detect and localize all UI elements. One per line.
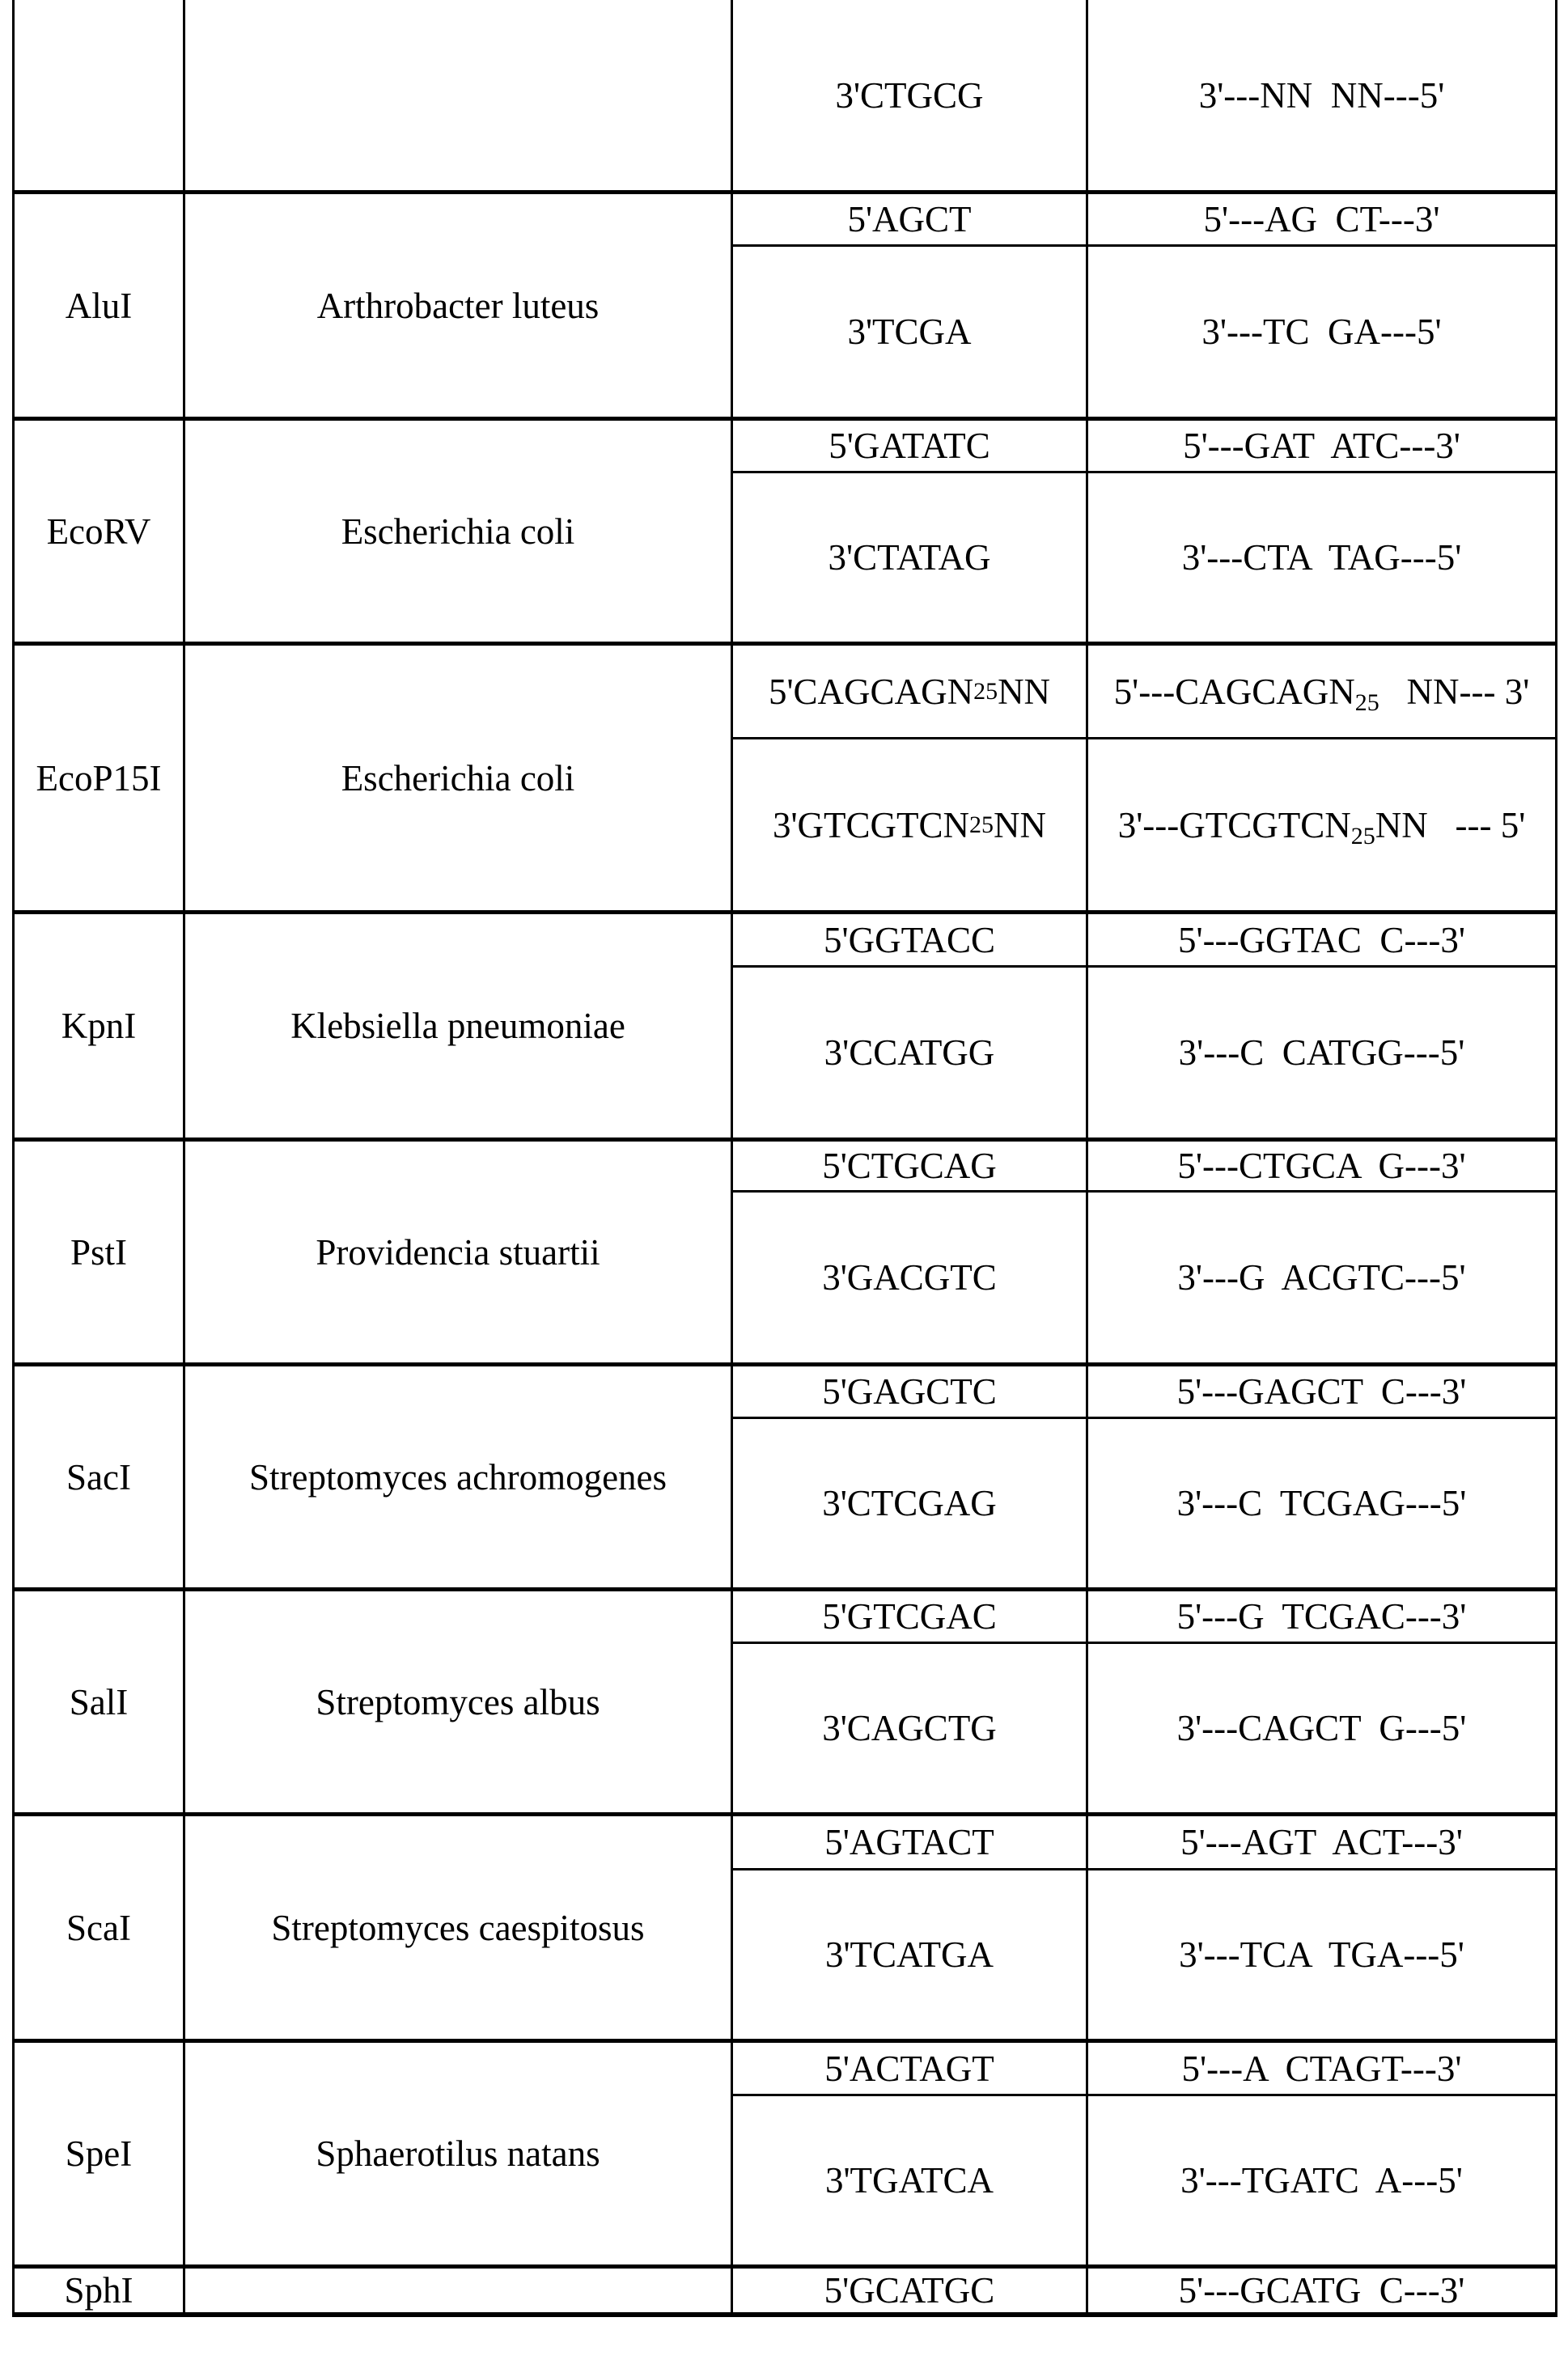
cut-site-text [1182, 2047, 1462, 2091]
site-subrow [733, 1190, 1555, 1362]
recognition-sequence-cell [733, 2269, 1088, 2312]
site-subrow [733, 965, 1555, 1138]
table-row [15, 1587, 1555, 1812]
sequence-text: 5'---AGT ACT---3' [1180, 1822, 1463, 1862]
table-row [15, 910, 1555, 1138]
recognition-sequence-cell [733, 914, 1088, 965]
table-row [15, 190, 1555, 417]
sequence-text: 3'TCGA [847, 310, 971, 354]
sequence-text: 3'GACGTC [822, 1256, 997, 1299]
cut-site-cell [1088, 968, 1555, 1138]
cut-site-cell [1088, 2269, 1555, 2312]
cut-site-text [1114, 670, 1530, 714]
table-row [15, 417, 1555, 642]
sequence-text: 5'---GGTAC C---3' [1178, 920, 1465, 960]
sequence-text: 3'TGATCA [825, 2159, 994, 2202]
sequence-text: 5'---CTGCA G---3' [1177, 1146, 1465, 1186]
site-subrow [733, 914, 1555, 965]
sequence-text: 5'GAGCTC [822, 1370, 997, 1413]
cut-site-text [1180, 1820, 1463, 1864]
organism-cell: Sphaerotilus natans [185, 2043, 733, 2264]
cut-site-cell [1088, 1816, 1555, 1868]
sequence-text: 3'CTGCG [835, 74, 983, 117]
sites-cell [733, 194, 1555, 417]
site-subrow [733, 421, 1555, 471]
organism-cell: Escherichia coli [185, 421, 733, 642]
cut-site-cell [1088, 1366, 1555, 1417]
sequence-text: 5'---GCATG C---3' [1179, 2270, 1465, 2311]
sequence-text: 3'---TC GA---5' [1201, 311, 1441, 352]
enzyme-cell: SphI [15, 2269, 185, 2312]
site-subrow [733, 194, 1555, 244]
sequence-text: 3'TCATGA [825, 1933, 994, 1976]
cut-site-cell [1088, 646, 1555, 737]
recognition-sequence-cell [733, 247, 1088, 417]
organism-cell: Arthrobacter luteus [185, 194, 733, 417]
sequence-text: 5'AGCT [847, 197, 971, 241]
site-subrow [733, 2094, 1555, 2264]
recognition-sequence-cell [733, 2096, 1088, 2264]
sequence-text: 5'AGTACT [824, 1820, 994, 1864]
organism-cell: Providencia stuartii [185, 1142, 733, 1362]
sequence-text: 3'---NN NN---5' [1199, 75, 1445, 116]
sequence-text: 5'---CAGCAGN [1114, 671, 1355, 712]
sequence-text: 3'---G ACGTC---5' [1177, 1257, 1465, 1298]
table-row [15, 1812, 1555, 2039]
enzyme-cell: SacI [15, 1366, 185, 1587]
sites-cell [733, 1591, 1555, 1812]
recognition-sequence-cell [733, 421, 1088, 471]
sequence-text: 3'---GTCGTCN [1118, 805, 1351, 845]
site-subrow [733, 646, 1555, 737]
sequence-text: NN [998, 670, 1050, 714]
recognition-sequence-cell [733, 194, 1088, 244]
cut-site-cell [1088, 1644, 1555, 1812]
cut-site-cell [1088, 739, 1555, 910]
enzyme-cell: PstI [15, 1142, 185, 1362]
enzyme-cell: KpnI [15, 914, 185, 1138]
organism-cell [185, 0, 733, 190]
sequence-text: 3'CTATAG [828, 536, 991, 579]
site-subrow [733, 2043, 1555, 2094]
organism-cell: Klebsiella pneumoniae [185, 914, 733, 1138]
sites-cell [733, 646, 1555, 910]
recognition-sequence-cell [733, 1419, 1088, 1587]
table-row [15, 1138, 1555, 1362]
sequence-text: 3'---CAGCT G---5' [1177, 1708, 1467, 1748]
sites-cell [733, 914, 1555, 1138]
recognition-sequence-cell [733, 1644, 1088, 1812]
cut-site-cell [1088, 473, 1555, 642]
sequence-text: 5'---AG CT---3' [1204, 199, 1440, 239]
site-subrow [733, 244, 1555, 417]
sequence-text: 5'GCATGC [824, 2269, 995, 2312]
sequence-text: 3'---C CATGG---5' [1179, 1032, 1465, 1073]
sequence-text: NN --- 5' [1375, 805, 1526, 845]
cut-site-text [1180, 2159, 1463, 2202]
sequence-text: 5'ACTAGT [824, 2047, 994, 2091]
enzyme-cell: AluI [15, 194, 185, 417]
recognition-sequence-cell [733, 1193, 1088, 1362]
sequence-text: 3'---C TCGAG---5' [1177, 1483, 1467, 1523]
cut-site-text [1177, 1144, 1465, 1188]
enzyme-cell: EcoRV [15, 421, 185, 642]
restriction-enzyme-table [12, 0, 1557, 2317]
site-subrow [733, 0, 1555, 190]
site-subrow [733, 1642, 1555, 1812]
organism-cell: Streptomyces achromogenes [185, 1366, 733, 1587]
cut-site-cell [1088, 247, 1555, 417]
cut-site-text [1177, 1481, 1467, 1525]
cut-site-text [1182, 536, 1462, 579]
sequence-text: 3'CCATGG [824, 1031, 995, 1074]
cut-site-cell [1088, 2043, 1555, 2094]
cut-site-text [1178, 918, 1465, 962]
sites-cell [733, 1816, 1555, 2039]
recognition-sequence-cell [733, 2043, 1088, 2094]
cut-site-text [1177, 1370, 1467, 1413]
recognition-sequence-cell [733, 1870, 1088, 2039]
recognition-sequence-cell: 5'CAGCAGN 25 NN [733, 646, 1088, 737]
cut-site-text [1179, 1933, 1464, 1976]
organism-cell: Streptomyces caespitosus [185, 1816, 733, 2039]
recognition-sequence-cell [733, 0, 1088, 190]
site-subrow [733, 1366, 1555, 1417]
recognition-sequence-cell [733, 1142, 1088, 1190]
table-row [15, 1362, 1555, 1587]
sequence-text: 3'CAGCTG [822, 1706, 997, 1750]
sequence-text: 3'CTCGAG [822, 1481, 997, 1525]
recognition-sequence-cell [733, 1816, 1088, 1868]
enzyme-cell: ScaI [15, 1816, 185, 2039]
recognition-sequence-cell [733, 968, 1088, 1138]
enzyme-cell [15, 0, 185, 190]
site-subrow [733, 1591, 1555, 1642]
sequence-text: 5'CAGCAGN [769, 670, 973, 714]
sequence-text: 5'---GAT ATC---3' [1183, 426, 1460, 466]
site-subrow [733, 471, 1555, 642]
cut-site-text [1183, 424, 1460, 468]
cut-site-cell [1088, 0, 1555, 190]
cut-site-cell [1088, 1193, 1555, 1362]
table-row [15, 642, 1555, 910]
table-row [15, 2264, 1555, 2312]
site-subrow [733, 1868, 1555, 2039]
cut-site-cell [1088, 914, 1555, 965]
recognition-sequence-cell [733, 473, 1088, 642]
cut-site-text [1204, 197, 1440, 241]
sequence-text: 5'GTCGAC [822, 1595, 997, 1638]
sequence-text: 5'CTGCAG [822, 1144, 997, 1188]
sites-cell [733, 2269, 1555, 2312]
sequence-text: 5'GGTACC [824, 918, 995, 962]
sequence-text: 5'---GAGCT C---3' [1177, 1371, 1467, 1412]
cut-site-text [1177, 1256, 1465, 1299]
cut-site-text [1177, 1706, 1467, 1750]
enzyme-cell: EcoP15I [15, 646, 185, 910]
cut-site-cell [1088, 1419, 1555, 1587]
sites-cell [733, 1366, 1555, 1587]
site-subrow [733, 2269, 1555, 2312]
cut-site-cell [1088, 1142, 1555, 1190]
cut-site-text [1199, 74, 1445, 117]
sites-cell [733, 1142, 1555, 1362]
cut-site-cell [1088, 1591, 1555, 1642]
cut-site-text [1177, 1595, 1467, 1638]
cut-site-text [1201, 310, 1441, 354]
sequence-text: 5'---G TCGAC---3' [1177, 1596, 1467, 1637]
recognition-sequence-cell: 3'GTCGTCN 25 NN [733, 739, 1088, 910]
cut-site-cell [1088, 194, 1555, 244]
enzyme-cell: SalI [15, 1591, 185, 1812]
table-row [15, 2039, 1555, 2264]
sequence-text: 3'---CTA TAG---5' [1182, 537, 1462, 578]
enzyme-cell: SpeI [15, 2043, 185, 2264]
cut-site-text [1118, 803, 1526, 847]
cut-site-cell [1088, 1870, 1555, 2039]
table-row [15, 0, 1555, 190]
organism-cell [185, 2269, 733, 2312]
site-subrow [733, 1816, 1555, 1868]
site-subrow [733, 1142, 1555, 1190]
cut-site-text [1179, 1031, 1465, 1074]
cut-site-cell [1088, 421, 1555, 471]
organism-cell: Escherichia coli [185, 646, 733, 910]
subscript-text: 25 [1355, 689, 1379, 716]
sequence-text: 3'GTCGTCN [773, 803, 969, 847]
sequence-text: 5'---A CTAGT---3' [1182, 2048, 1462, 2089]
recognition-sequence-cell [733, 1591, 1088, 1642]
sequence-text: NN--- 3' [1379, 671, 1530, 712]
sites-cell [733, 421, 1555, 642]
cut-site-cell [1088, 2096, 1555, 2264]
sites-cell [733, 0, 1555, 190]
site-subrow [733, 737, 1555, 910]
cut-site-text [1179, 2269, 1465, 2312]
site-subrow [733, 1417, 1555, 1587]
recognition-sequence-cell [733, 1366, 1088, 1417]
sequence-text: 3'---TCA TGA---5' [1179, 1934, 1464, 1975]
sequence-text: 5'GATATC [828, 424, 990, 468]
sequence-text: NN [994, 803, 1046, 847]
sites-cell [733, 2043, 1555, 2264]
organism-cell: Streptomyces albus [185, 1591, 733, 1812]
subscript-text: 25 [1351, 823, 1375, 849]
sequence-text: 3'---TGATC A---5' [1180, 2160, 1463, 2201]
